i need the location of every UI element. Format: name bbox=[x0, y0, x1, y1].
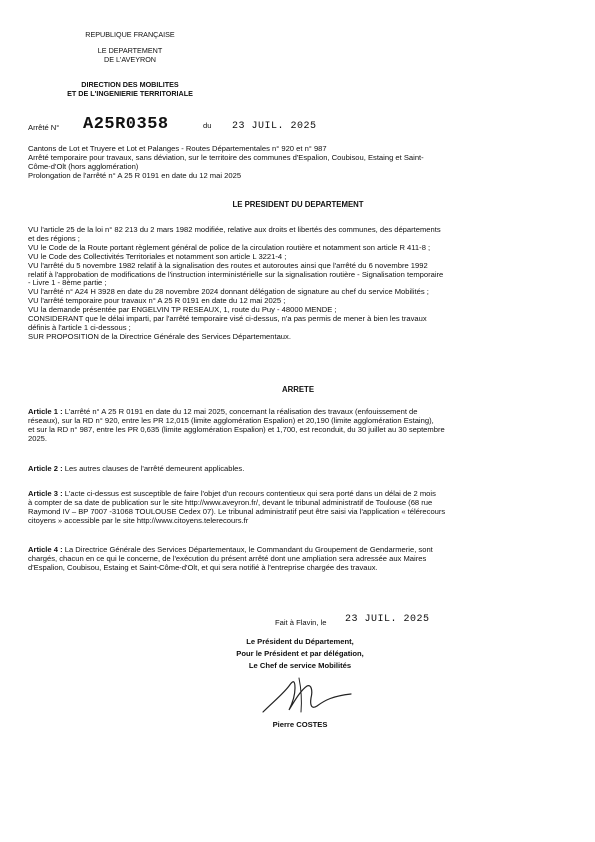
article-1-text: et sur la RD n° 987, entre les PR 0,635 (limite agglomération Espalion) et 1,700, est reconduit, du 30 juillet au 30 septembre bbox=[28, 424, 445, 434]
visa-line: relatif à l'approbation de modifications de l'instruction interministérielle sur la signalisation routière - Signalisation temporaire bbox=[28, 269, 444, 279]
article-1-text: réseaux), sur la RD n° 920, entre les PR 12,015 (limite agglomération Espalion) et 20,190 (limite agglomération Estaing), bbox=[28, 415, 434, 425]
article-1-text: 2025. bbox=[28, 433, 48, 443]
article-2 bbox=[28, 465, 568, 474]
arrete-title: ARRETE bbox=[281, 385, 315, 394]
signatory-line1: Le Président du Département, bbox=[246, 637, 354, 646]
arrete-number: A25R0358 bbox=[83, 115, 169, 134]
article-3-text: Raymond IV – BP 7007 -31068 TOULOUSE Cedex 07). Le tribunal administratif peut être saisi via l'application « télérecours bbox=[28, 506, 446, 516]
article-3-text: L'acte ci-dessus est susceptible de faire l'objet d'un recours contentieux qui sera porté dans un délai de 2 mois bbox=[62, 489, 436, 498]
visa-line: VU l'arrêté du 5 novembre 1982 relatif à la signalisation des routes et autoroutes ainsi que l'arrêté du 6 novembre 1992 bbox=[28, 260, 428, 270]
president-title: LE PRESIDENT DU DEPARTEMENT bbox=[232, 200, 364, 209]
arrete-subject bbox=[28, 145, 568, 181]
signatory-line2: Pour le Président et par délégation, bbox=[236, 649, 364, 658]
signer-name: Pierre COSTES bbox=[272, 720, 328, 729]
visa-line: définis à l'article 1 ci-dessous ; bbox=[28, 322, 131, 332]
subject-line: Cantons de Lot et Truyere et Lot et Palanges - Routes Départementales n° 920 et n° 987 bbox=[28, 144, 327, 153]
article-1-label: Article 1 : bbox=[28, 407, 63, 416]
department-name-line2: DE L'AVEYRON bbox=[104, 55, 156, 64]
article-4 bbox=[28, 546, 568, 573]
handwritten-signature bbox=[255, 672, 365, 722]
direction-line2: ET DE L'INGENIERIE TERRITORIALE bbox=[67, 89, 193, 98]
direction-line1: DIRECTION DES MOBILITES bbox=[81, 80, 179, 89]
visa-line: VU l'article 25 de la loi n° 82 213 du 2 mars 1982 modifiée, relative aux droits et libertés des communes, des départements bbox=[28, 225, 441, 234]
article-2-label: Article 2 : bbox=[28, 464, 63, 473]
department-name-line1: LE DEPARTEMENT bbox=[97, 46, 163, 55]
article-2-text: Les autres clauses de l'arrêté demeurent applicables. bbox=[62, 464, 245, 473]
visa-line: VU la demande présentée par ENGELVIN TP RESEAUX, 1, route du Puy - 48000 MENDE ; bbox=[28, 305, 337, 315]
republic-header: REPUBLIQUE FRANÇAISE bbox=[85, 30, 175, 39]
article-1 bbox=[28, 408, 568, 444]
visa-line: - Livre 1 - 8ème partie ; bbox=[28, 278, 107, 288]
visa-line: SUR PROPOSITION de la Directrice Générale des Services Départementaux. bbox=[28, 331, 291, 341]
article-3 bbox=[28, 490, 568, 526]
subject-line: Arrêté temporaire pour travaux, sans déviation, sur le territoire des communes d'Espalion, Coubisou, Estaing et Saint- bbox=[28, 152, 424, 162]
visa-line: VU l'arrêté temporaire pour travaux n° A 25 R 0191 en date du 12 mai 2025 ; bbox=[28, 296, 286, 306]
subject-line: Prolongation de l'arrêté n° A 25 R 0191 en date du 12 mai 2025 bbox=[28, 170, 242, 180]
article-3-text: à compter de sa date de publication sur le site http://www.aveyron.fr/, devant le tribunal administratif de Toulouse (68 rue bbox=[28, 497, 433, 507]
article-4-text: d'Espalion, Coubisou, Estaing et Saint-Côme-d'Olt, et qui sera notifié à l'entreprise chargée des travaux. bbox=[28, 562, 378, 572]
signatory-line3: Le Chef de service Mobilités bbox=[248, 661, 352, 670]
arrete-number-label: Arrêté N° bbox=[28, 123, 60, 132]
article-4-label: Article 4 : bbox=[28, 545, 63, 554]
article-4-text: La Directrice Générale des Services Départementaux, le Commandant du Groupement de Gendarmerie, sont bbox=[62, 545, 433, 554]
visa-line: VU le Code des Collectivités Territoriales et notamment son article L 3221-4 ; bbox=[28, 251, 287, 261]
issue-date-stamp: 23 JUIL. 2025 bbox=[345, 614, 430, 625]
visa-line: VU le Code de la Route portant règlement général de police de la circulation routière et notamment son article R 411-8 ; bbox=[28, 242, 431, 252]
arrete-date-stamp: 23 JUIL. 2025 bbox=[232, 121, 317, 132]
arrete-du-label: du bbox=[203, 121, 212, 130]
article-1-text: L'arrêté n° A 25 R 0191 en date du 12 mai 2025, concernant la réalisation des travaux (enfouissement de bbox=[62, 407, 418, 416]
visas-block bbox=[28, 226, 568, 342]
subject-line: Côme-d'Olt (hors agglomération) bbox=[28, 161, 139, 171]
article-3-label: Article 3 : bbox=[28, 489, 63, 498]
issue-place: Fait à Flavin, le bbox=[275, 618, 327, 627]
article-4-text: chargés, chacun en ce qui le concerne, de l'exécution du présent arrêté dont une ampliation sera adressée aux Maires bbox=[28, 553, 427, 563]
visa-line: et des régions ; bbox=[28, 233, 80, 243]
visa-line: VU l'arrêté n° A24 H 3928 en date du 28 novembre 2024 donnant délégation de signature au chef du service Mobilités ; bbox=[28, 287, 429, 297]
article-3-text: citoyens » accessible par le site http://www.citoyens.telerecours.fr bbox=[28, 515, 249, 525]
visa-line: CONSIDERANT que le délai imparti, par l'arrêté temporaire visé ci-dessus, n'a pas permis de mener à bien les travaux bbox=[28, 314, 427, 324]
